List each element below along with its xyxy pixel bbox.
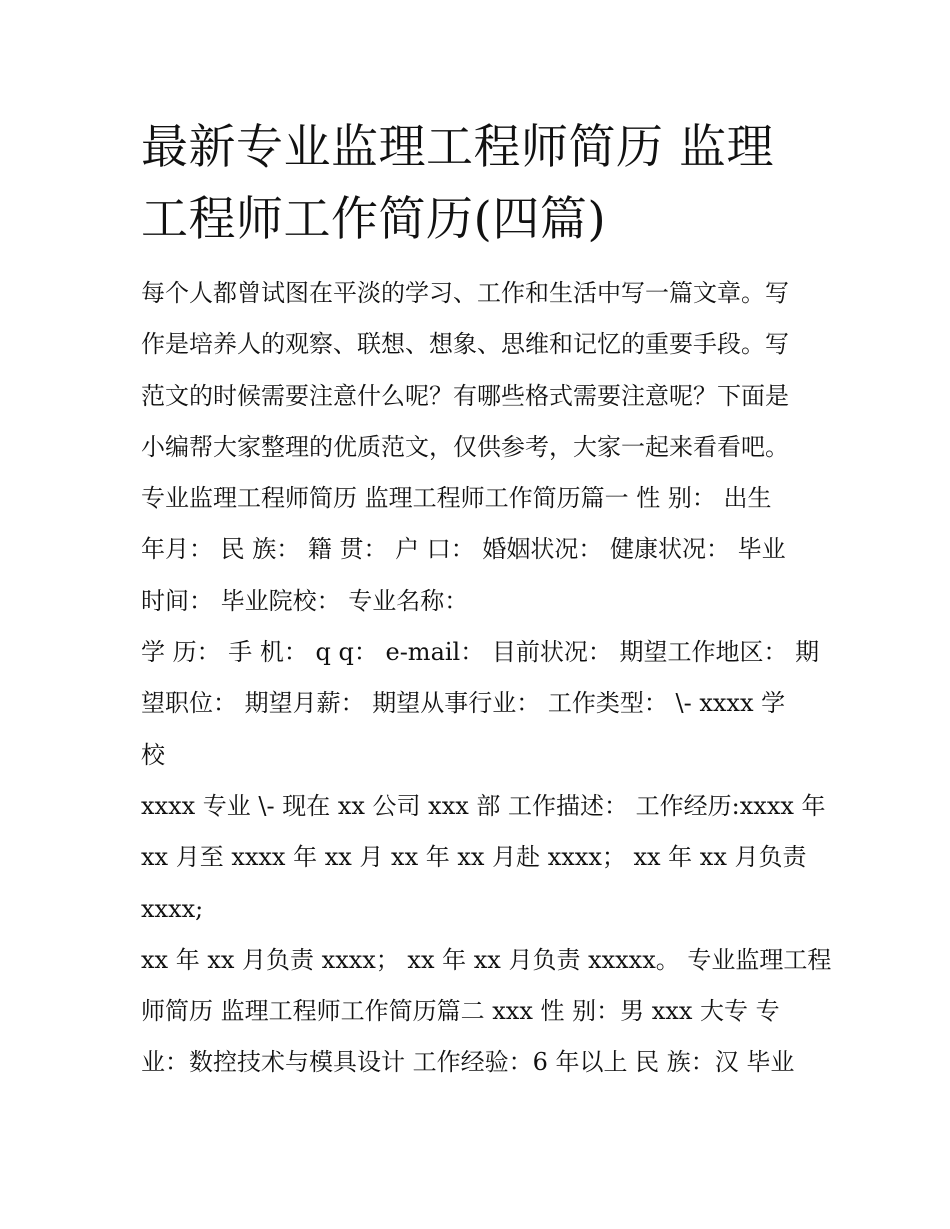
body-line: 业：数控技术与模具设计 工作经验：6 年以上 民 族：汉 毕业 xyxy=(141,1048,795,1077)
body-line: 校 xyxy=(141,740,165,769)
body-line: xxxx; xyxy=(141,894,204,923)
body-line: xx 年 xx 月负责 xxxx； xx 年 xx 月负责 xxxxx。 专业监理工程 xyxy=(141,945,832,974)
body-line: 小编帮大家整理的优质范文，仅供参考，大家一起来看看吧。 xyxy=(141,432,789,461)
body-line: 时间： 毕业院校： 专业名称： xyxy=(141,586,469,615)
title-line: 工程师工作简历(四篇) xyxy=(141,192,607,247)
document-title xyxy=(141,112,813,256)
body-line: 每个人都曾试图在平淡的学习、工作和生活中写一篇文章。写 xyxy=(141,279,789,307)
body-line: 师简历 监理工程师工作简历篇二 xxx 性 别：男 xxx 大专 专 xyxy=(141,997,780,1026)
title-line: 最新专业监理工程师简历 监理 xyxy=(141,120,774,175)
body-line: xxxx 专业 \- 现在 xx 公司 xxx 部 工作描述： 工作经历:xxxx 年 xyxy=(141,791,826,820)
body-line: 专业监理工程师简历 监理工程师工作简历篇一 性 别： 出生 xyxy=(141,484,772,513)
document-body xyxy=(141,268,832,1089)
body-line: 年月： 民 族： 籍 贯： 户 口： 婚姻状况： 健康状况： 毕业 xyxy=(141,535,786,564)
document-page xyxy=(141,112,832,1089)
body-line: 范文的时候需要注意什么呢？有哪些格式需要注意呢？下面是 xyxy=(141,381,789,410)
body-line: 学 历： 手 机： q q： e-mail： 目前状况： 期望工作地区： 期 xyxy=(141,638,820,667)
body-line: 望职位： 期望月薪： 期望从事行业： 工作类型： \- xxxx 学 xyxy=(141,689,786,718)
body-line: 作是培养人的观察、联想、想象、思维和记忆的重要手段。写 xyxy=(141,330,789,359)
body-line: xx 月至 xxxx 年 xx 月 xx 年 xx 月赴 xxxx； xx 年 xx 月负责 xyxy=(141,843,807,872)
